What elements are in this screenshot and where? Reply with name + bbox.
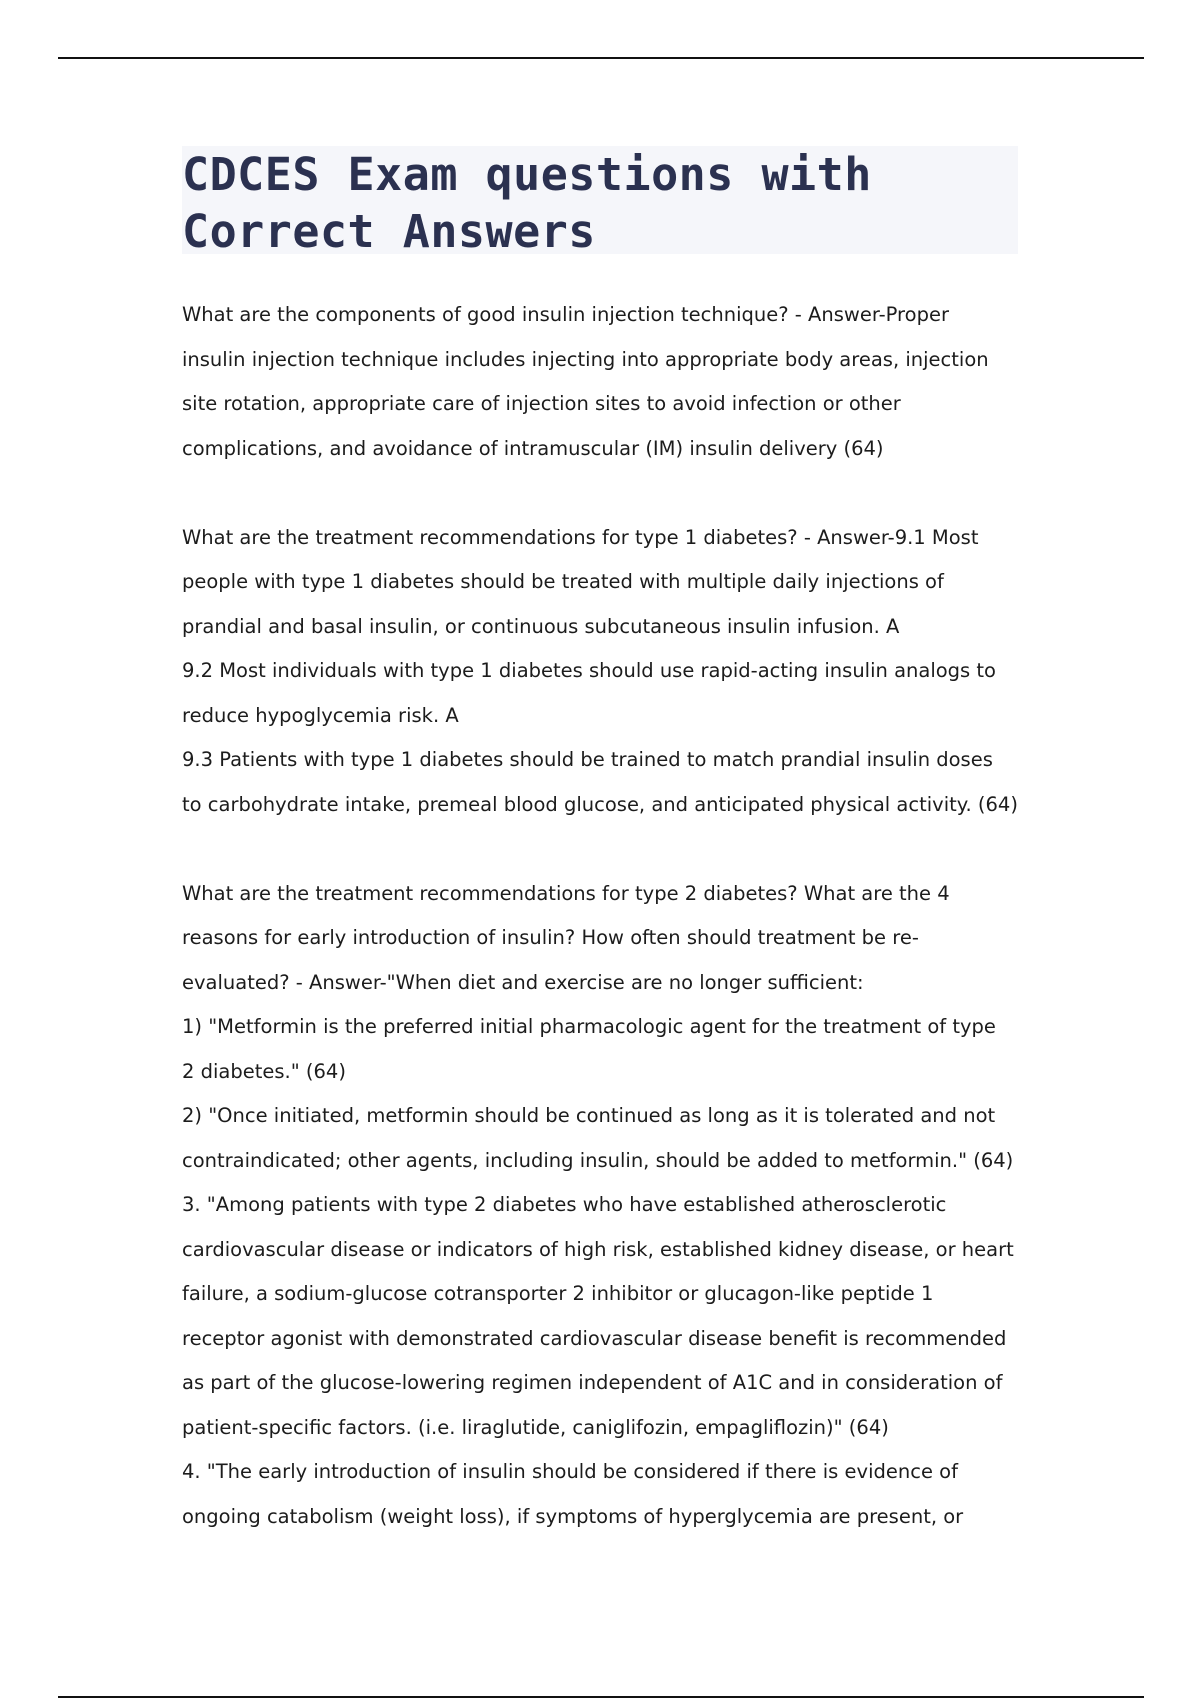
title-line: CDCES Exam questions with <box>182 148 872 201</box>
qa-block <box>182 872 1042 1540</box>
paragraph-gap <box>182 827 1042 872</box>
text-line: 3. "Among patients with type 2 diabetes who have established atherosclerotic <box>182 1193 947 1216</box>
text-line: receptor agonist with demonstrated cardiovascular disease benefit is recommended <box>182 1326 1007 1350</box>
title-line: Correct Answers <box>182 205 596 258</box>
text-line: people with type 1 diabetes should be treated with multiple daily injections of <box>182 570 944 593</box>
text-line: complications, and avoidance of intramuscular (IM) insulin delivery (64) <box>182 436 884 460</box>
qa-block <box>182 293 1042 471</box>
text-line: evaluated? - Answer-"When diet and exercise are no longer sufficient: <box>182 970 864 994</box>
text-line: 1) "Metformin is the preferred initial pharmacologic agent for the treatment of type <box>182 1015 996 1038</box>
text-line: insulin injection technique includes injecting into appropriate body areas, injection <box>182 347 989 371</box>
text-line: 9.3 Patients with type 1 diabetes should be trained to match prandial insulin doses <box>182 748 993 771</box>
text-line: reasons for early introduction of insulin? How often should treatment be re- <box>182 926 919 949</box>
text-line: prandial and basal insulin, or continuous subcutaneous insulin infusion. A <box>182 614 900 638</box>
text-line: to carbohydrate intake, premeal blood glucose, and anticipated physical activity. (64) <box>182 792 1018 816</box>
paragraph-gap <box>182 471 1042 516</box>
text-line: ongoing catabolism (weight loss), if symptoms of hyperglycemia are present, or <box>182 1504 964 1528</box>
text-line: as part of the glucose-lowering regimen independent of A1C and in consideration of <box>182 1371 1003 1394</box>
text-line: contraindicated; other agents, including insulin, should be added to metformin." (64) <box>182 1148 1014 1172</box>
text-line: 2) "Once initiated, metformin should be continued as long as it is tolerated and not <box>182 1104 996 1127</box>
text-line: What are the treatment recommendations for type 2 diabetes? What are the 4 <box>182 881 950 905</box>
qa-block <box>182 516 1042 828</box>
text-line: 4. "The early introduction of insulin should be considered if there is evidence of <box>182 1460 958 1483</box>
text-line: 9.2 Most individuals with type 1 diabetes should use rapid-acting insulin analogs to <box>182 659 996 682</box>
header-rule <box>58 57 1144 59</box>
text-line: failure, a sodium-glucose cotransporter 2 inhibitor or glucagon-like peptide 1 <box>182 1282 934 1305</box>
text-line: patient-specific factors. (i.e. liraglutide, caniglifozin, empagliflozin)" (64) <box>182 1415 889 1439</box>
text-line: reduce hypoglycemia risk. A <box>182 703 459 727</box>
title-block <box>182 146 1018 258</box>
text-line: site rotation, appropriate care of injection sites to avoid infection or other <box>182 392 901 415</box>
document-title <box>182 146 1018 260</box>
footer-rule <box>58 1696 1144 1698</box>
text-line: What are the treatment recommendations for type 1 diabetes? - Answer-9.1 Most <box>182 525 979 549</box>
document-body <box>182 293 1042 1539</box>
text-line: cardiovascular disease or indicators of high risk, established kidney disease, or heart <box>182 1237 1014 1261</box>
text-line: 2 diabetes." (64) <box>182 1059 346 1083</box>
text-line: What are the components of good insulin injection technique? - Answer-Proper <box>182 303 949 326</box>
